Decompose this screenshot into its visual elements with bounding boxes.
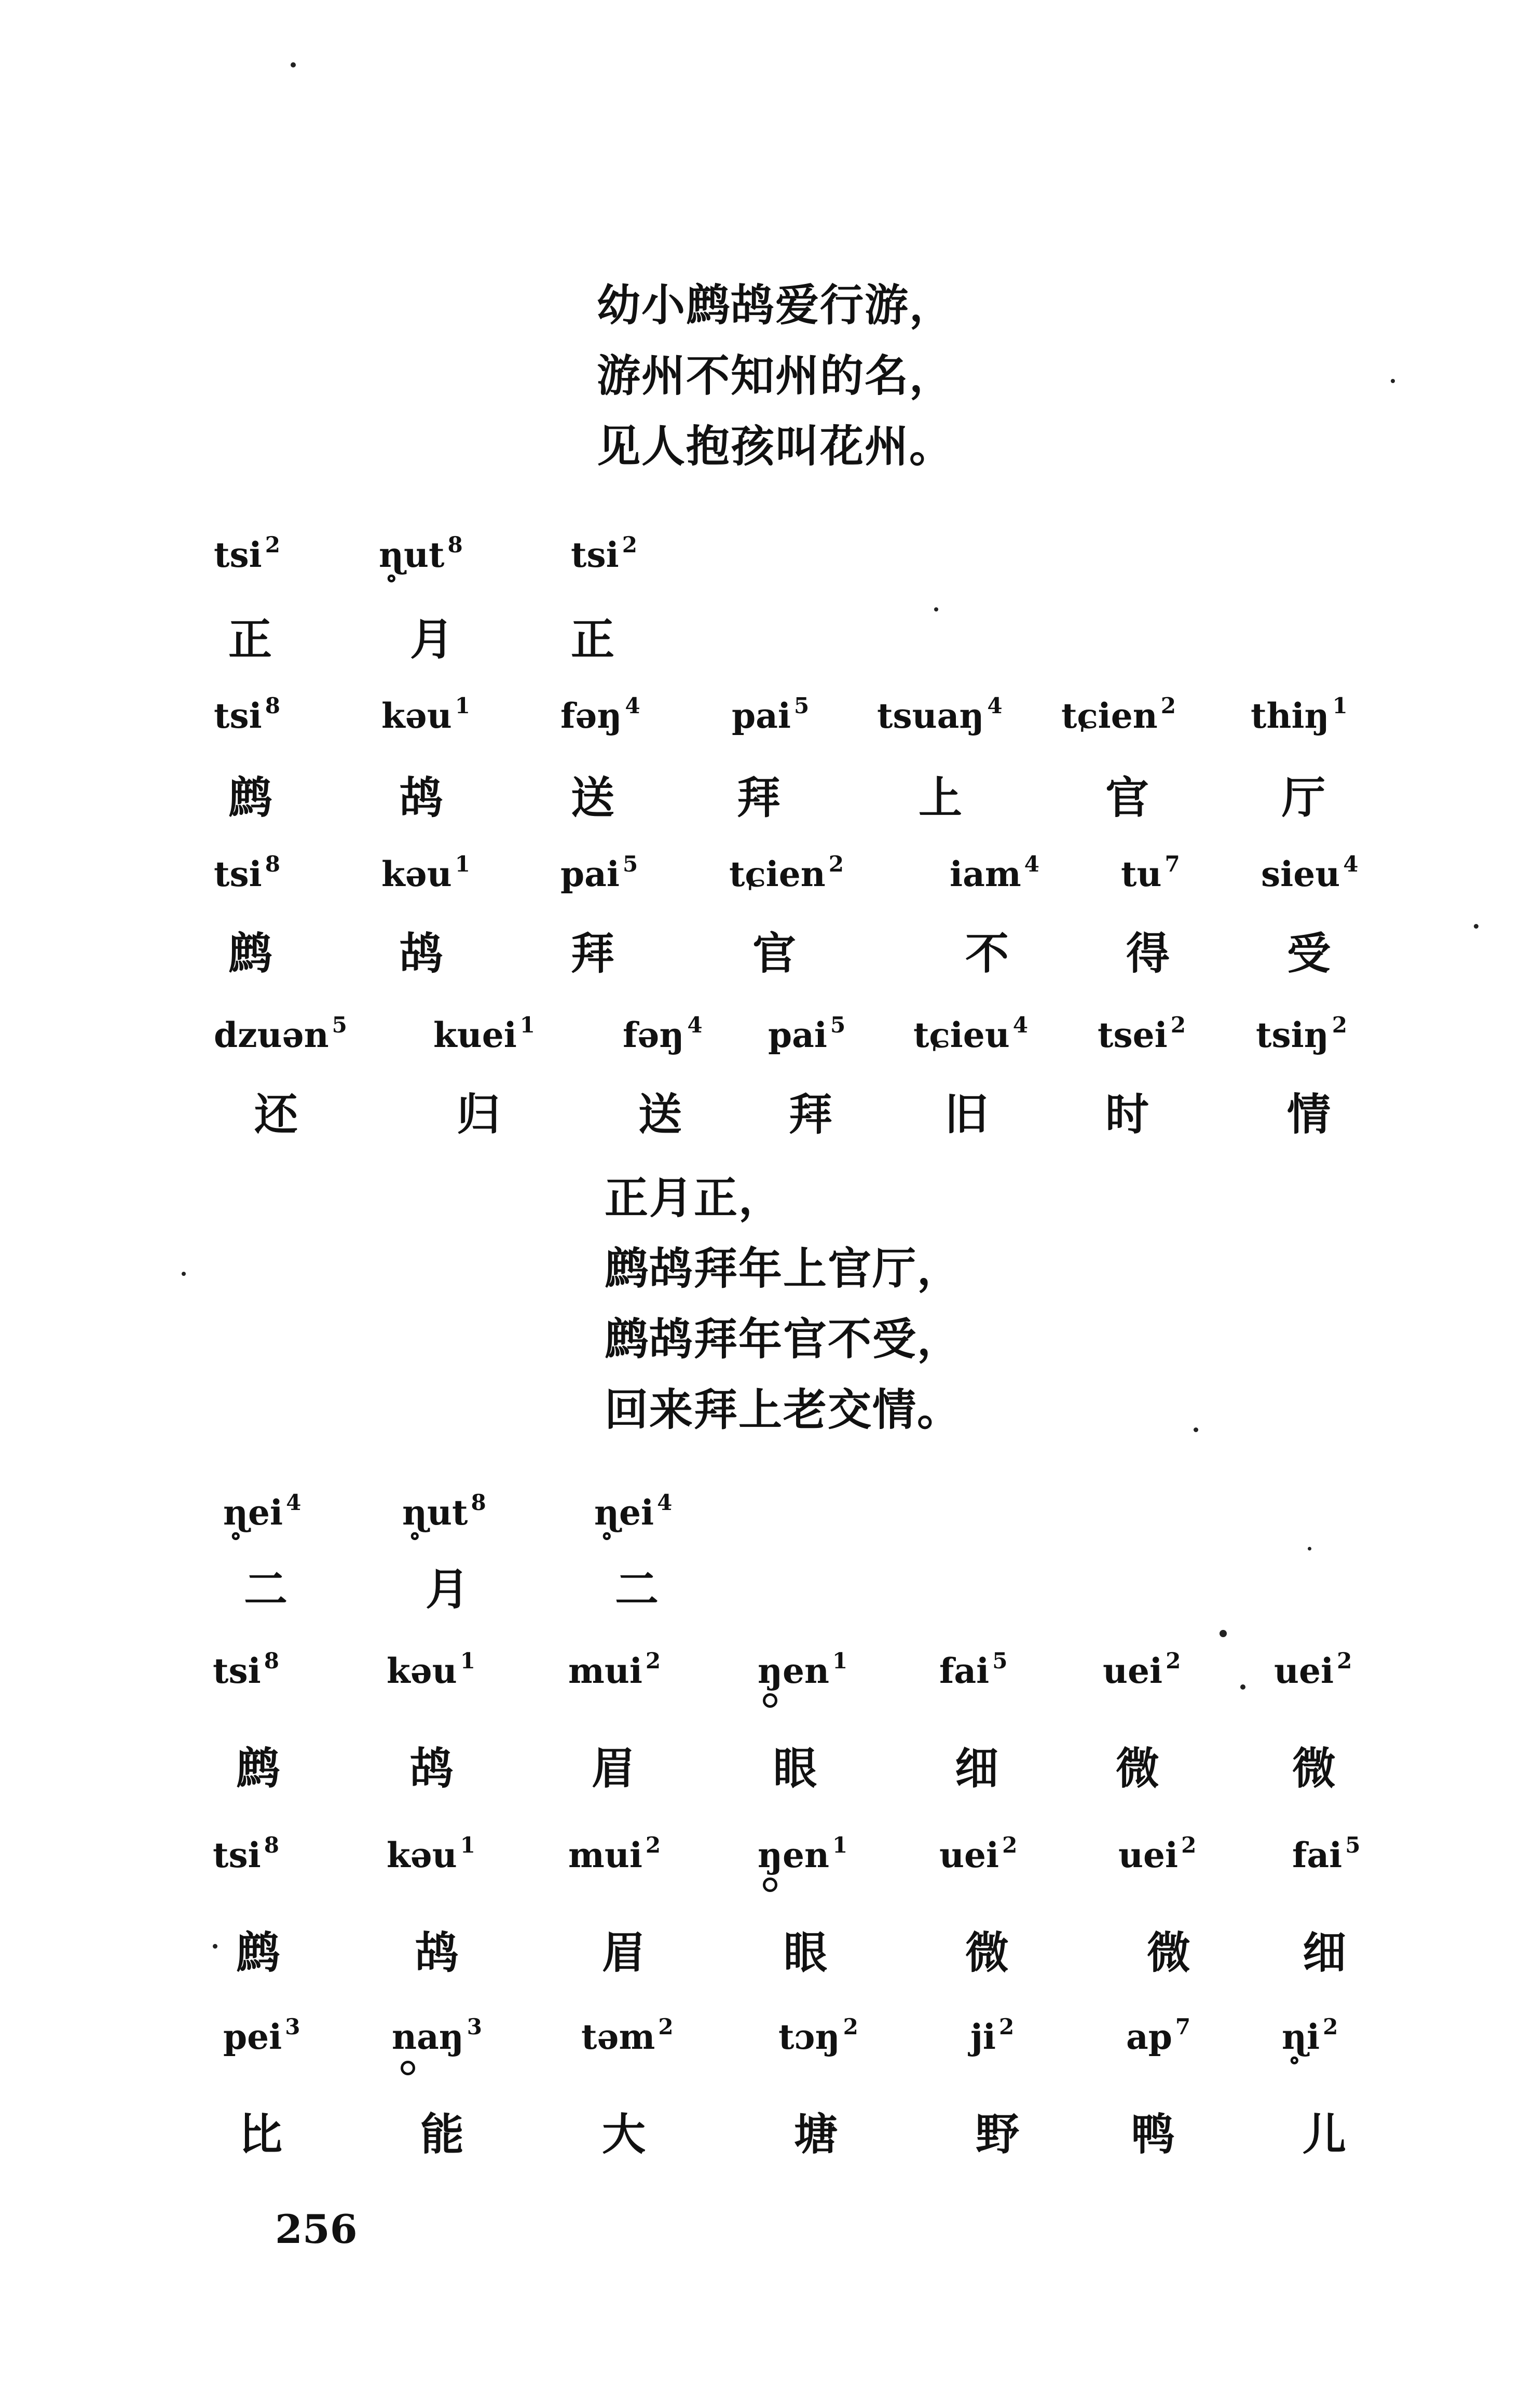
- romanization: dzuən $^5$: [214, 1012, 347, 1055]
- character: 得: [1126, 928, 1170, 979]
- character: 细: [955, 1743, 999, 1794]
- romanization: tɕieu $^4$: [913, 1012, 1028, 1055]
- romanization: ŋen $^1$: [758, 1648, 848, 1691]
- scan-speck: [1391, 379, 1395, 383]
- romanization: pai $^5$: [768, 1012, 846, 1055]
- character: 正: [228, 614, 272, 665]
- character: 官: [752, 928, 797, 979]
- character: 野: [976, 2108, 1020, 2160]
- romanization: ɳ̥ut $^8$: [379, 532, 463, 575]
- romanization: təm $^2$: [581, 2014, 674, 2057]
- character: 二: [244, 1563, 288, 1615]
- romanization: tu $^7$: [1121, 851, 1180, 894]
- character: 时: [1105, 1089, 1149, 1140]
- romanization: tɔŋ $^2$: [778, 2014, 858, 2057]
- character: 鸪: [400, 928, 444, 979]
- romanization: kəu $^1$: [387, 1832, 475, 1875]
- poem-line: 幼小鹧鸪爱行游，: [597, 279, 954, 331]
- poem-line: 回来拜上老交情。: [605, 1384, 962, 1435]
- character: 儿: [1303, 2108, 1347, 2160]
- character: 比: [239, 2108, 283, 2160]
- character: 旧: [944, 1089, 989, 1140]
- romanization: tsi $^8$: [213, 1832, 279, 1875]
- scan-speck: [1474, 924, 1478, 929]
- romanization: ɳ̥ut $^8$: [402, 1490, 486, 1533]
- character: 细: [1303, 1927, 1347, 1978]
- scan-speck: [291, 62, 296, 67]
- romanization: tsi $^8$: [214, 693, 280, 736]
- character: 眼: [773, 1743, 817, 1794]
- character: 鹧: [228, 772, 272, 823]
- character: 还: [254, 1089, 298, 1140]
- character: 微: [965, 1927, 1009, 1978]
- character: 眉: [592, 1743, 636, 1794]
- character: 塘: [794, 2108, 838, 2160]
- character: 不: [965, 928, 1009, 979]
- romanization: tsi $^8$: [214, 851, 280, 894]
- romanization: ji $^2$: [970, 2014, 1015, 2057]
- scan-speck: [182, 1272, 186, 1276]
- character: 微: [1116, 1743, 1160, 1794]
- romanization: fəŋ $^4$: [560, 693, 640, 736]
- scan-speck: [934, 607, 938, 611]
- romanization: ɳ̥i $^2$: [1282, 2014, 1338, 2057]
- page-number: 256: [275, 2206, 358, 2252]
- character: 微: [1292, 1743, 1336, 1794]
- character: 鸪: [415, 1927, 459, 1978]
- character: 归: [457, 1089, 501, 1140]
- character: 鸭: [1131, 2108, 1175, 2160]
- romanization: pai $^5$: [560, 851, 638, 894]
- character: 官: [1105, 772, 1149, 823]
- romanization: mui $^2$: [568, 1832, 661, 1875]
- character: 送: [571, 772, 615, 823]
- romanization: ap $^7$: [1126, 2014, 1191, 2057]
- character: 二: [615, 1563, 659, 1615]
- romanization: tsi $^8$: [213, 1648, 279, 1691]
- scan-speck: [1194, 1427, 1198, 1432]
- character: 微: [1147, 1927, 1191, 1978]
- romanization: tɕien $^2$: [729, 851, 844, 894]
- scan-speck: [1240, 1684, 1245, 1690]
- syllabic-ring-mark: [401, 2061, 415, 2075]
- character: 能: [420, 2108, 464, 2160]
- scan-speck: [1220, 1630, 1227, 1637]
- romanization: tsuaŋ $^4$: [877, 693, 1003, 736]
- romanization: ɳ̥ei $^4$: [223, 1490, 302, 1533]
- romanization: tsei $^2$: [1098, 1012, 1186, 1055]
- romanization: mui $^2$: [568, 1648, 661, 1691]
- poem-stanza-2: [605, 1163, 962, 1445]
- character: 送: [638, 1089, 682, 1140]
- syllabic-ring-mark: [763, 1878, 777, 1892]
- romanization: pei $^3$: [223, 2014, 300, 2057]
- romanization: ŋen $^1$: [758, 1832, 848, 1875]
- poem-line: 见人抱孩叫花州。: [597, 420, 954, 472]
- romanization: tsi $^2$: [571, 532, 637, 575]
- character: 正: [571, 614, 615, 665]
- character: 拜: [789, 1089, 833, 1140]
- romanization: kəu $^1$: [381, 851, 470, 894]
- scan-speck: [213, 1944, 217, 1949]
- character: 鹧: [236, 1927, 280, 1978]
- character: 鹧: [228, 928, 272, 979]
- romanization: kəu $^1$: [381, 693, 470, 736]
- romanization: tɕien $^2$: [1061, 693, 1176, 736]
- romanization: kəu $^1$: [387, 1648, 475, 1691]
- poem-line: 正月正，: [605, 1172, 784, 1223]
- romanization: ɳ̥ei $^4$: [594, 1490, 673, 1533]
- romanization: sieu $^4$: [1261, 851, 1359, 894]
- romanization: uei $^2$: [1274, 1648, 1352, 1691]
- character: 大: [602, 2108, 646, 2160]
- character: 眉: [602, 1927, 646, 1978]
- character: 上: [919, 772, 963, 823]
- character: 厅: [1282, 772, 1326, 823]
- romanization: fai $^5$: [1292, 1832, 1361, 1875]
- character: 情: [1287, 1089, 1331, 1140]
- character: 眼: [784, 1927, 828, 1978]
- poem-line: 游州不知州的名，: [597, 350, 954, 401]
- character: 鸪: [400, 772, 444, 823]
- romanization: uei $^2$: [1103, 1648, 1181, 1691]
- romanization: tsiŋ $^2$: [1256, 1012, 1347, 1055]
- romanization: pai $^5$: [732, 693, 810, 736]
- character: 拜: [571, 928, 615, 979]
- romanization: uei $^2$: [939, 1832, 1018, 1875]
- romanization: thiŋ $^1$: [1251, 693, 1348, 736]
- romanization: naŋ $^3$: [392, 2014, 482, 2057]
- romanization: fai $^5$: [939, 1648, 1008, 1691]
- poem-line: 鹧鸪拜年官不受，: [605, 1313, 962, 1365]
- romanization: tsi $^2$: [214, 532, 280, 575]
- poem-line: 鹧鸪拜年上官厅，: [605, 1243, 962, 1294]
- character: 鹧: [236, 1743, 280, 1794]
- character: 月: [410, 614, 454, 665]
- character: 鸪: [410, 1743, 454, 1794]
- character: 拜: [737, 772, 781, 823]
- character: 受: [1287, 928, 1331, 979]
- romanization: iam $^4$: [950, 851, 1039, 894]
- character: 月: [426, 1563, 470, 1615]
- romanization: fəŋ $^4$: [623, 1012, 703, 1055]
- romanization: kuei $^1$: [433, 1012, 536, 1055]
- syllabic-ring-mark: [763, 1693, 777, 1708]
- romanization: uei $^2$: [1118, 1832, 1197, 1875]
- scan-speck: [1308, 1547, 1311, 1550]
- poem-stanza-1: [597, 270, 954, 482]
